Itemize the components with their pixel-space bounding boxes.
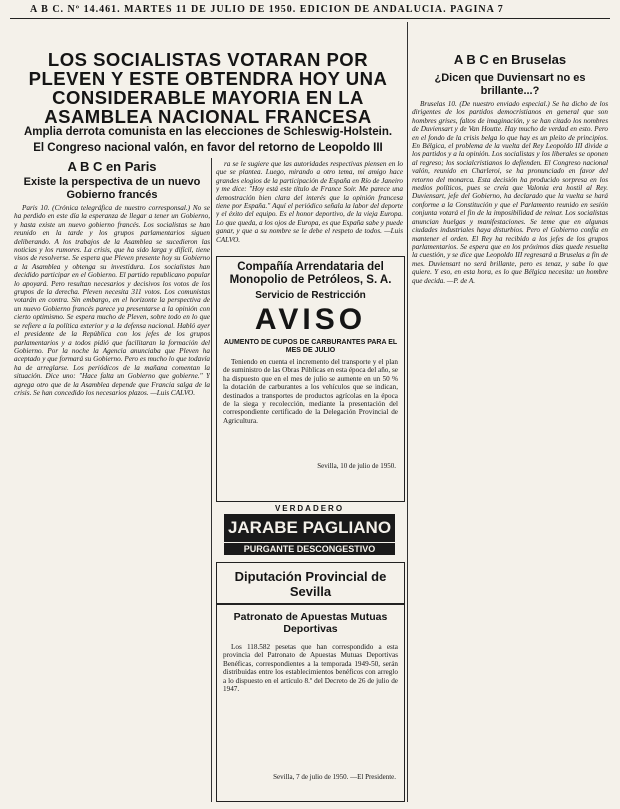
ad-petroleos-sign: Sevilla, 10 de julio de 1950.	[317, 462, 396, 470]
running-head: A B C. Nº 14.461. MARTES 11 DE JULIO DE 1950. EDICION DE ANDALUCIA. PAGINA 7	[30, 4, 504, 15]
article-continuation	[216, 160, 403, 252]
ad-diputacion-title: Diputación Provincial de Sevilla	[217, 569, 404, 605]
ad-diputacion-body	[223, 643, 398, 769]
article-text-continuation: ra se le sugiere que las autoridades respectivas piensen en lo que se plantea. Luego, mirando a otro tema, mi amigo hace grandes elogios de la participación de España en Río de Janeiro y me dice: "Hoy está este título de France Soir. Me parece una demostración bien clara del interés que la opinión francesa tiene por España." Aquí el periódico señala la labor del deporte y el éxito del equipo. Es el honor deportivo, de la vieja Europa. Lo que queda, a los ojos de Europa, es que España sabe y puede ganar, y que a su nombre se le debe el respeto de todos. —Luis CALVO.	[216, 160, 403, 244]
section-title-paris: A B C en Paris	[67, 159, 157, 174]
ad-petroleos-body	[223, 358, 398, 460]
article-subhead-bruselas: ¿Dicen que Duviensart no es brillante...?	[434, 72, 586, 97]
ad-diputacion-subtitle: Patronato de Apuestas Mutuas Deportivas	[233, 611, 388, 635]
ad-petroleos	[216, 256, 405, 502]
article-text-bruselas: Bruselas 10. (De nuestro enviado especial.) Se ha dicho de los dirigentes de los partidos democristianos en general que son hombres grises, faltos de imaginación, y se han citado los nombres de Duviensart y de Van Houtte. Hay mucho de verdad en esto. Pero en el fondo de la crisis belga lo que hay es un pleito de principios. En Bélgica, el problema de la vuelta del Rey Leopoldo III divide a los partidos y a la opinión. Los socialistas y los liberales se oponen al regreso; los socialcristianos lo defienden. El Congreso nacional valón, reunido en Charleroi, se ha pronunciado en favor del retorno del monarca. Esta decisión ha producido sorpresa en los medios políticos, pues se creía que Valonia era hostil al Rey. Duviensart, jefe del Gobierno, ha declarado que la vuelta se hará conforme a la Constitución y que el Parlamento reunido en sesión conjunta votará el fin de la imposibilidad de reinar. Los socialistas anuncian huelgas y manifestaciones. Se teme que en algunas ciudades industriales haya disturbios. Pero el Gobierno confía en mantener el orden. El Rey ha recibido a los jefes de los grupos parlamentarios. Se espera que en los próximos días quede resuelta la cuestión, y se dice que Leopoldo III regresará a Bruselas a fin de mes. Duviensart no será brillante, pero es tenaz, y sabe lo que quiere. Y eso, en esta hora, es lo que Bélgica necesita: un hombre que decida. —P. de A.	[412, 100, 608, 285]
column-rule-middle	[211, 158, 212, 802]
ad-pagliano-brand: JARABE PAGLIANO	[224, 514, 395, 542]
ad-diputacion	[216, 562, 405, 802]
deck-line-2: El Congreso nacional valón, en favor del retorno de Leopoldo III	[33, 142, 383, 154]
ad-pagliano	[216, 504, 403, 556]
article-body-bruselas	[412, 100, 608, 802]
ad-petroleos-title: Compañía Arrendataria del Monopolio de Petróleos, S. A.	[229, 261, 392, 286]
article-text-paris: Paris 10. (Crónica telegráfica de nuestro corresponsal.) No se ha perdido en este día la esperanza de llegar a tener un Gobierno, y hasta existe un nuevo gobierno francés. Los socialistas se han reunido en la tarde y los grupos parlamentarios siguen deliberando. A los trabajos de la Asamblea se sucedieron las noticias y los rumores. La crisis, que ha sido larga y difícil, tiene visos de resolverse. Se espera que Pleven presente hoy su Gobierno a la Asamblea y obtenga su investidura. Los socialistas han decidido participar en el Gobierno. El partido republicano popular lo apoyará. Pero resultan necesarios y decisivos los votos de los grupos de la derecha. Pleven necesita 311 votos. Los comunistas votarán en contra. Sin embargo, en el horizonte la perspectiva de un nuevo Gobierno francés parece ya presentarse a la opinión con cierto optimismo. Se espera mucho de Pleven, sobre todo en lo que se refiere a la política exterior y a la defensa nacional. Habló ayer el presidente de la República con los jefes de los grupos parlamentarios y a todos pidió que facilitaran la formación del Gobierno. Por la noche la Agencia anunciaba que Pleven ha aceptado y que formará su Gobierno. Pero es mucho lo que todavía ha de arreglarse. Los periódicos de la mañana comentan la situación. Dice uno: "Hace falta un Gobierno que gobierne." Y agrega otro que de la Asamblea depende que Francia salga de la crisis. Se han concedido los necesarios plazos. —Luis CALVO.	[14, 204, 210, 397]
ad-petroleos-service: Servicio de Restricción	[255, 290, 366, 301]
main-headline: LOS SOCIALISTAS VOTARAN POR PLEVEN Y ESTE OBTENDRA HOY UNA CONSIDERABLE MAYORIA EN LA ASAMBLEA NACIONAL FRANCESA	[28, 49, 388, 127]
top-rule	[10, 18, 610, 19]
deck-line-1: Amplia derrota comunista en las elecciones de Schleswig-Holstein.	[23, 126, 393, 138]
section-title-bruselas: A B C en Bruselas	[453, 52, 567, 67]
ad-petroleos-notice: AVISO	[254, 303, 367, 336]
column-rule-right	[407, 22, 408, 802]
ad-petroleos-body-text: Teniendo en cuenta el incremento del transporte y el plan de suministro de las Obras Públicas en esta época del año, se ha dispuesto que en el mes de julio se aumente en un 50 % la dotación de carburantes a los vehículos que se indican, destinados a transportes de productos agrícolas en la época de la siega y recolección, mediante la presentación del correspondiente certificado de la Delegación Provincial de Agricultura.	[223, 358, 398, 425]
article-body-paris	[14, 204, 210, 802]
ad-petroleos-subtitle: AUMENTO DE CUPOS DE CARBURANTES PARA EL MES DE JULIO	[223, 339, 398, 354]
ad-diputacion-body-text: Los 118.582 pesetas que han correspondido a esta provincia del Patronato de Apuestas Mutuas Deportivas Benéficas, correspondientes a la temporada 1949-50, serán distribuidas entre los establecimientos benéficos con arreglo a lo dispuesto en el artículo 8.º del Decreto de 26 de julio de 1947.	[223, 643, 398, 694]
ad-pagliano-tag: PURGANTE DESCONGESTIVO	[224, 543, 395, 555]
ad-pagliano-top: VERDADERO	[274, 504, 345, 513]
ad-diputacion-sign: Sevilla, 7 de julio de 1950. —El Presidente.	[273, 773, 396, 781]
article-subhead-paris: Existe la perspectiva de un nuevo Gobierno francés	[23, 176, 201, 201]
